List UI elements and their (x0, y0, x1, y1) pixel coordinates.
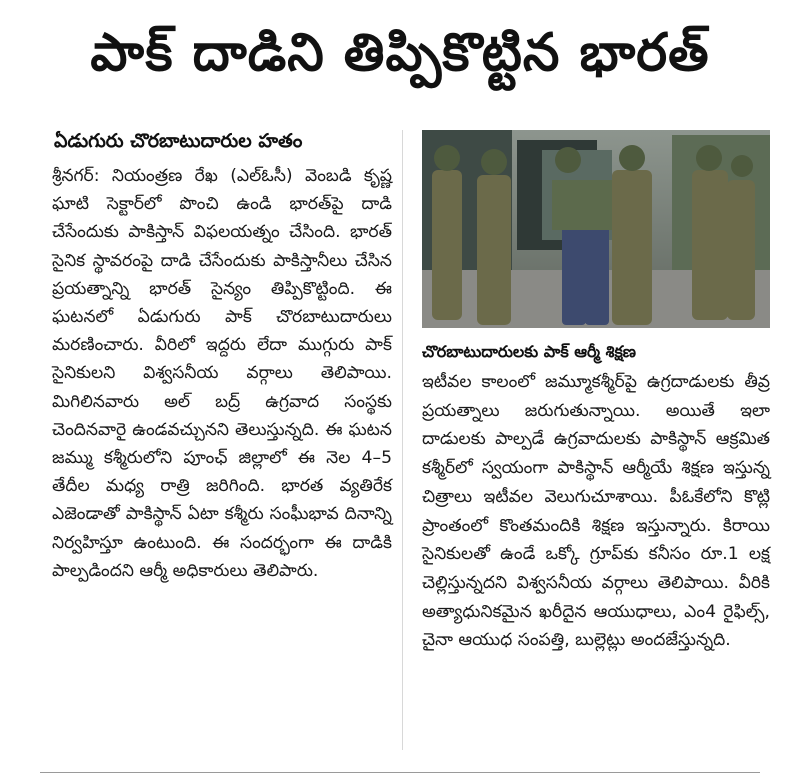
right-article-text: ఇటీవల కాలంలో జమ్మూకశ్మీర్‌పై ఉగ్రదాడులకు తీవ్ర ప్రయత్నాలు జరుగుతున్నాయి. అయితే ఇలా దాడులకు పాల్పడే ఉగ్రవాదులకు పాకిస్థాన్ ఆక్రమిత కశ్మీర్‌లో స్వయంగా పాకిస్థాన్ ఆర్మీయే శిక్షణ ఇస్తున్న చిత్రాలు ఇటీవల వెలుగుచూశాయి. పీఓకేలోని కొట్లి ప్రాంతంలో కొంతమందికి శిక్షణ ఇస్తున్నారు. కిరాయి సైనికులతో ఉండే ఒక్కో గ్రూప్‌కు కనీసం రూ.1 లక్ష చెల్లిస్తున్నదని విశ్వసనీయ వర్గాలు తెలిపాయి. వీరికి అత్యాధునికమైన ఖరీదైన ఆయుధాలు, ఎం4 రైఫిల్స్, చైనా ఆయుధ సంపత్తి, బుల్లెట్లు అందజేస్తున్నది. (422, 372, 770, 651)
bottom-rule (40, 772, 760, 773)
left-article-text: శ్రీనగర్: నియంత్రణ రేఖ (ఎల్ఓసీ) వెంబడి కృష్ణ ఘాటి సెక్టార్‌లో పొంచి ఉండి భారత్‌పై దాడి చేసేందుకు పాకిస్తాన్ విఫలయత్నం చేసింది. భారత్ సైనిక స్థావరంపై దాడి చేసేందుకు పాకిస్తానీలు చేసిన ప్రయత్నాన్ని భారత్ సైన్యం తిప్పికొట్టింది. ఈ ఘటనలో ఏడుగురు పాక్ చొరబాటుదారులు మరణించారు. వీరిలో ఇద్దరు లేదా ముగ్గురు పాక్ సైనికులని విశ్వసనీయ వర్గాలు తెలిపాయి. మిగిలినవారు అల్ బద్ర్ ఉగ్రవాద సంస్థకు చెందినవారై ఉండవచ్చునని తెలుస్తున్నది. ఈ ఘటన జమ్ము కశ్మీరులోని పూంఛ్ జిల్లాలో ఈ నెల 4–5 తేదీల మధ్య రాత్రి జరిగింది. భారత వ్యతిరేక ఎజెండాతో పాకిస్థాన్ ఏటా కశ్మీరు సంఘీభావ దినాన్ని నిర్వహిస్తూ ఉంటుంది. ఈ సందర్భంగా ఈ దాడికి పాల్పడిందని ఆర్మీ అధికారులు తెలిపారు. (52, 166, 392, 581)
left-column (52, 128, 392, 585)
headline: పాక్ దాడిని తిప్పికొట్టిన భారత్ (90, 23, 710, 83)
photo-caption: చొరబాటుదారులకు పాక్ ఆర్మీ శిక్షణ (422, 342, 637, 361)
column-divider (402, 130, 403, 750)
right-column (422, 368, 770, 655)
subheadline: ఏడుగురు చొరబాటుదారుల హతం (54, 130, 303, 152)
news-photo-soldiers (422, 130, 770, 328)
